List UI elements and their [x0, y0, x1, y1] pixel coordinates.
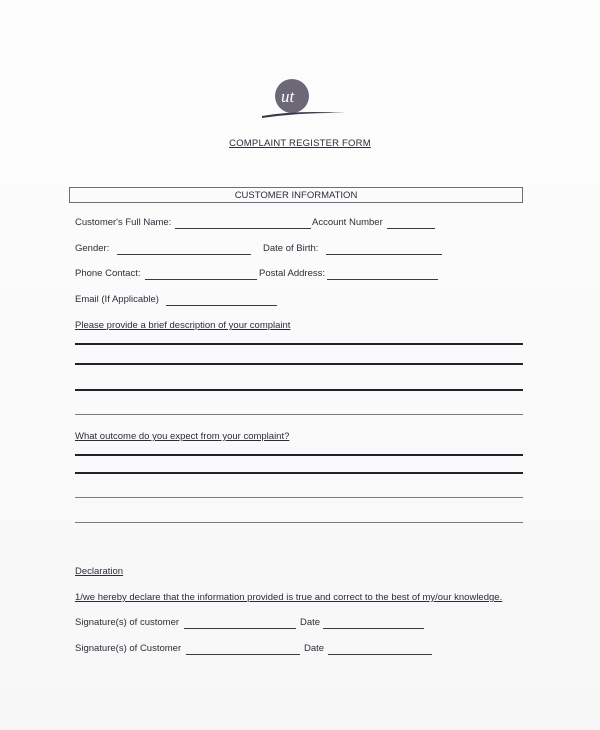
gender-label: Gender:	[75, 243, 110, 254]
date-2-field[interactable]	[328, 654, 432, 655]
customer-info-heading: CUSTOMER INFORMATION	[69, 187, 523, 203]
company-logo	[256, 76, 352, 126]
postal-address-field[interactable]	[327, 279, 438, 280]
outcome-line-1[interactable]	[75, 454, 523, 456]
signature-2-field[interactable]	[186, 654, 300, 655]
full-name-label: Customer's Full Name:	[75, 217, 172, 228]
description-line-4[interactable]	[75, 414, 523, 415]
declaration-statement: 1/we hereby declare that the information provided is true and correct to the best of my/our knowledge.	[75, 592, 503, 603]
postal-address-label: Postal Address:	[259, 268, 326, 279]
phone-field[interactable]	[145, 279, 257, 280]
full-name-field[interactable]	[175, 228, 311, 229]
logo-swoosh	[262, 112, 346, 118]
outcome-prompt: What outcome do you expect from your complaint?	[75, 431, 290, 442]
declaration-heading: Declaration	[75, 566, 124, 577]
account-number-label: Account Number	[312, 217, 383, 228]
outcome-line-2[interactable]	[75, 472, 523, 474]
account-number-field[interactable]	[387, 228, 435, 229]
description-prompt: Please provide a brief description of your complaint	[75, 320, 291, 331]
logo-text: ut	[281, 87, 295, 106]
date-2-label: Date	[304, 643, 325, 654]
gender-field[interactable]	[117, 254, 251, 255]
signature-2-label: Signature(s) of Customer	[75, 643, 182, 654]
form-title: COMPLAINT REGISTER FORM	[229, 138, 371, 149]
signature-1-label: Signature(s) of customer	[75, 617, 180, 628]
outcome-line-4[interactable]	[75, 522, 523, 523]
date-1-field[interactable]	[323, 628, 424, 629]
date-1-label: Date	[300, 617, 321, 628]
description-line-1[interactable]	[75, 343, 523, 345]
dob-label: Date of Birth:	[263, 243, 319, 254]
email-field[interactable]	[166, 305, 277, 306]
dob-field[interactable]	[326, 254, 442, 255]
signature-1-field[interactable]	[184, 628, 296, 629]
email-label: Email (If Applicable)	[75, 294, 159, 305]
description-line-3[interactable]	[75, 389, 523, 391]
phone-label: Phone Contact:	[75, 268, 141, 279]
description-line-2[interactable]	[75, 363, 523, 365]
outcome-line-3[interactable]	[75, 497, 523, 498]
